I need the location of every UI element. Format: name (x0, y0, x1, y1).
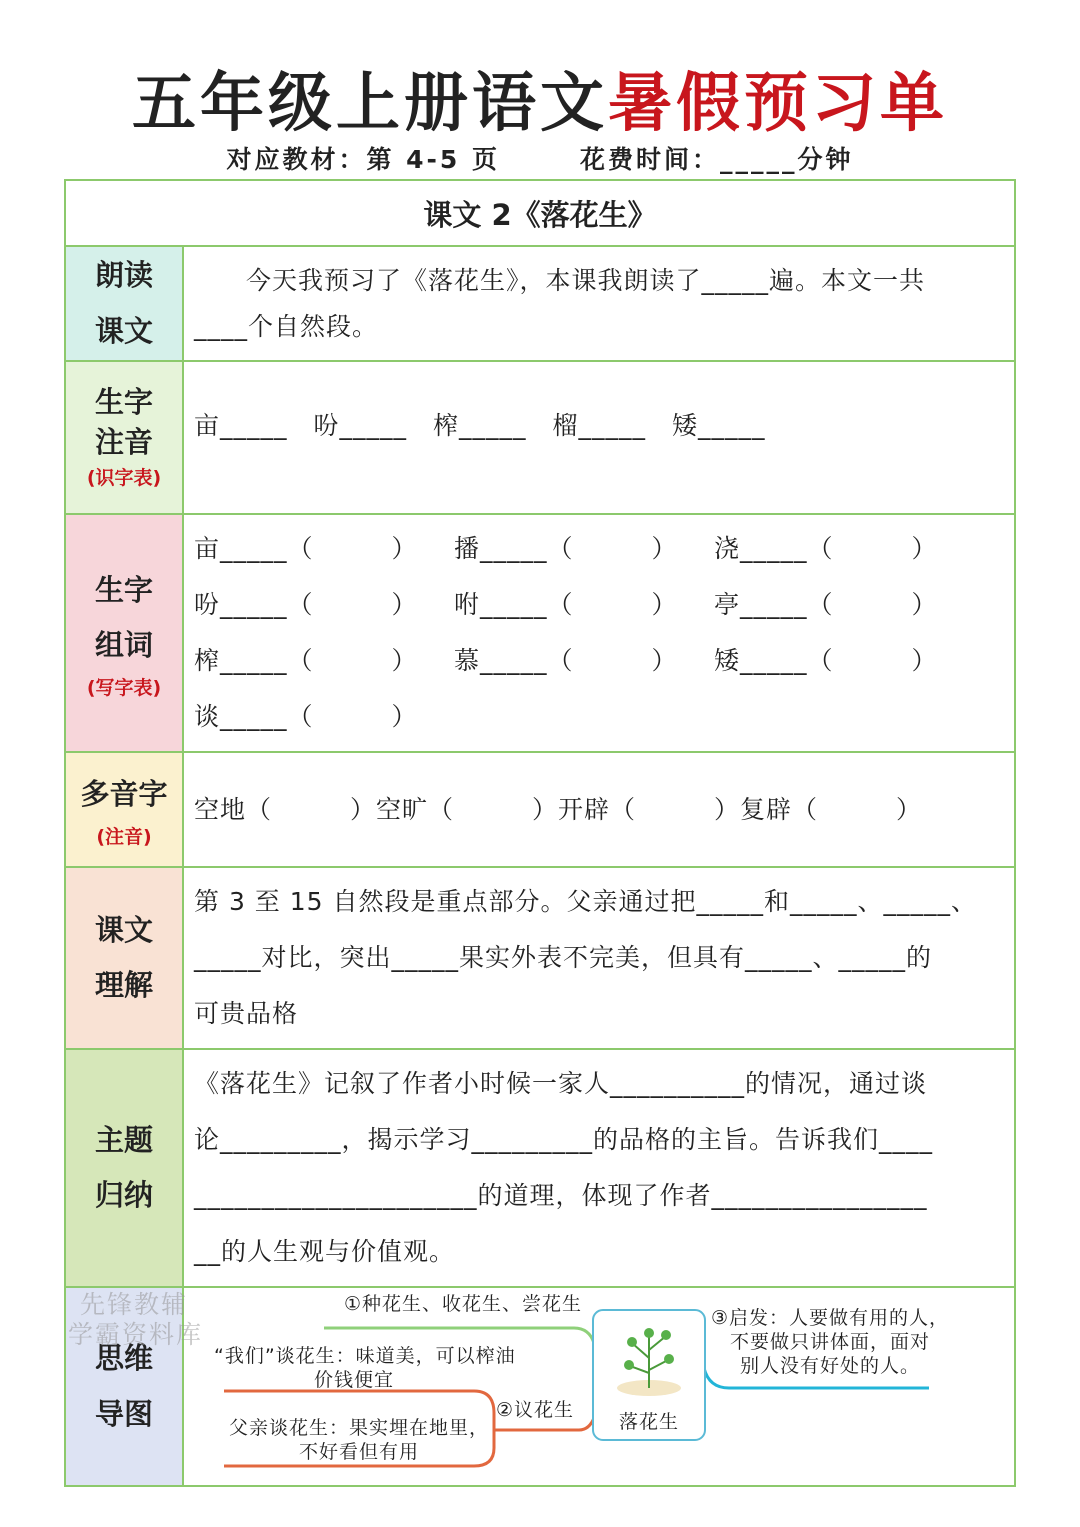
row-read (65, 246, 1015, 361)
content-theme: 《落花生》记叙了作者小时候一家人__________的情况，通过谈 论_________，揭示学习_________的品格的主旨。告诉我们____ _____________________的道理，体现了作者________________ __的人生观与价值观。 (183, 1049, 1015, 1287)
branch-2b: 父亲谈花生：果实埋在地里， 不好看但有用 (228, 1417, 489, 1463)
word-item: 亭_____（ ） (714, 590, 938, 619)
row-understand (65, 867, 1015, 1049)
content-pinyin: 亩_____ 吩_____ 榨_____ 榴_____ 矮_____ (183, 361, 1015, 514)
word-item: 谈_____（ ） (194, 702, 418, 731)
row-pinyin (65, 361, 1015, 514)
branch-1: ①种花生、收花生、尝花生 (344, 1293, 583, 1315)
branch-2a: “我们”谈花生：味道美，可以榨油 价钱便宜 (214, 1345, 516, 1391)
material-pages: 对应教材：第 4-5 页 (226, 145, 501, 174)
time-spent: 花费时间：_____分钟 (580, 145, 854, 174)
row-mindmap (65, 1287, 1015, 1486)
label-pinyin: 生字 注音 (识字表) (65, 361, 183, 514)
word-item: 矮_____（ ） (714, 646, 938, 675)
content-read: 今天我预习了《落花生》，本课我朗读了_____遍。本文一共 ____个自然段。 (183, 246, 1015, 361)
branch-2: ②议花生 (496, 1399, 575, 1421)
row-theme (65, 1049, 1015, 1287)
page-title (0, 52, 1080, 144)
word-item: 浇_____（ ） (714, 534, 938, 563)
content-words (183, 514, 1015, 752)
content-poly: 空地（ ）空旷（ ）开辟（ ）复辟（ ） (183, 752, 1015, 867)
subtitle (0, 140, 1080, 176)
lesson-title: 课文 2《落花生》 (65, 180, 1015, 246)
label-mindmap: 思维 导图 (65, 1287, 183, 1486)
title-red: 暑假预习单 (608, 67, 948, 141)
mindmap (183, 1287, 1015, 1486)
label-poly: 多音字 (注音) (65, 752, 183, 867)
watermark: 先锋教辅 学霸资料库 (68, 1290, 204, 1349)
row-poly (65, 752, 1015, 867)
worksheet-table (64, 179, 1016, 1487)
mindmap-center: 落花生 (618, 1411, 679, 1433)
label-theme: 主题 归纳 (65, 1049, 183, 1287)
label-read: 朗读 课文 (65, 246, 183, 361)
word-item: 慕_____（ ） (454, 646, 678, 675)
word-item: 咐_____（ ） (454, 590, 678, 619)
title-black: 五年级上册语文 (132, 67, 608, 141)
row-words (65, 514, 1015, 752)
content-understand: 第 3 至 15 自然段是重点部分。父亲通过把_____和_____、_____、 _____对比，突出_____果实外表不完美，但具有_____、_____的 可贵品格 (183, 867, 1015, 1049)
branch-3: ③启发：人要做有用的人， 不要做只讲体面，面对 别人没有好处的人。 (710, 1307, 950, 1377)
word-item: 亩_____（ ） (194, 534, 418, 563)
word-item: 榨_____（ ） (194, 646, 418, 675)
word-item: 吩_____（ ） (194, 590, 418, 619)
word-item: 播_____（ ） (454, 534, 678, 563)
label-words: 生字 组词 (写字表) (65, 514, 183, 752)
label-understand: 课文 理解 (65, 867, 183, 1049)
